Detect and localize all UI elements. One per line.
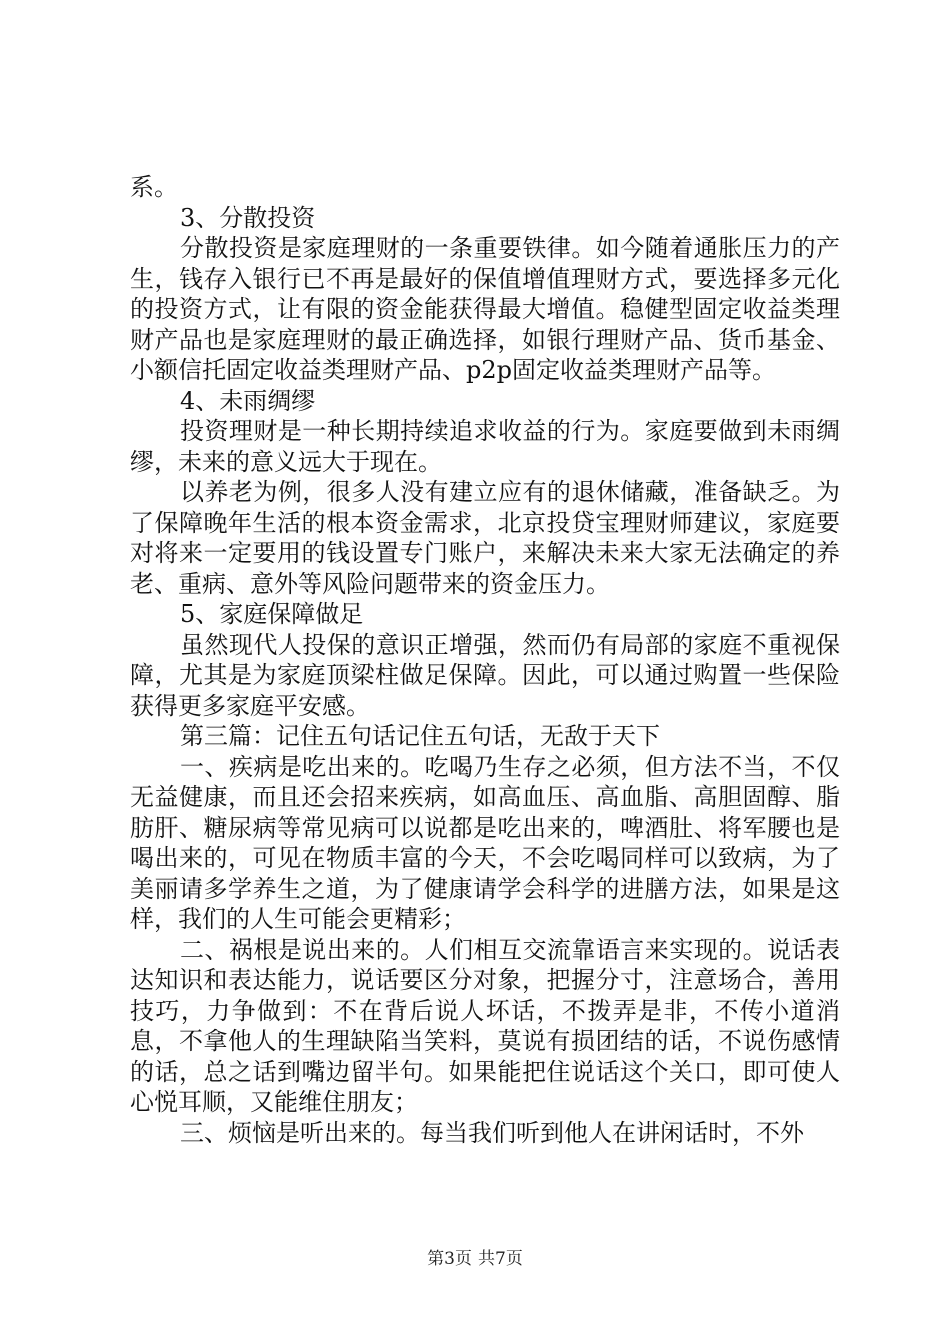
paragraph: 虽然现代人投保的意识正增强，然而仍有局部的家庭不重视保障，尤其是为家庭顶梁柱做足保障。因此，可以通过购置一些保险获得更多家庭平安感。 bbox=[130, 630, 840, 720]
section-heading: 5、家庭保障做足 bbox=[180, 600, 364, 628]
document-body bbox=[130, 172, 840, 1148]
paragraph: 三、烦恼是听出来的。每当我们听到他人在讲闲话时，不外 bbox=[180, 1118, 804, 1147]
paragraph: 一、疾病是吃出来的。吃喝乃生存之必须，但方法不当，不仅无益健康，而且还会招来疾病，如高血压、高血脂、高胆固醇、脂肪肝、糖尿病等常见病可以说都是吃出来的，啤酒肚、将军腰也是喝出来的，可见在物质丰富的今天，不会吃喝同样可以致病，为了美丽请多学养生之道，为了健康请学会科学的进膳方法，如果是这样，我们的人生可能会更精彩； bbox=[130, 752, 840, 933]
paragraph: 二、祸根是说出来的。人们相互交流靠语言来实现的。说话表达知识和表达能力，说话要区分对象，把握分寸，注意场合，善用技巧，力争做到：不在背后说人坏话，不拨弄是非，不传小道消息，不拿他人的生理缺陷当笑料，莫说有损团结的话，不说伤感情的话，总之话到嘴边留半句。如果能把住说话这个关口，即可使人心悦耳顺，又能维住朋友； bbox=[130, 935, 840, 1116]
paragraph: 分散投资是家庭理财的一条重要铁律。如今随着通胀压力的产生，钱存入银行已不再是最好的保值增值理财方式，要选择多元化的投资方式，让有限的资金能获得最大增值。稳健型固定收益类理财产品也是家庭理财的最正确选择，如银行理财产品、货币基金、小额信托固定收益类理财产品、p2p固定收益类理财产品等。 bbox=[130, 234, 840, 384]
paragraph: 系。 bbox=[130, 173, 178, 201]
page-total: 共7页 bbox=[478, 1249, 523, 1269]
paragraph: 以养老为例，很多人没有建立应有的退休储藏，准备缺乏。为了保障晚年生活的根本资金需求，北京投贷宝理财师建议，家庭要对将来一定要用的钱设置专门账户，来解决未来大家无法确定的养老、重病、意外等风险问题带来的资金压力。 bbox=[130, 478, 840, 598]
paragraph: 投资理财是一种长期持续追求收益的行为。家庭要做到未雨绸缪，未来的意义远大于现在。 bbox=[130, 417, 840, 476]
chapter-heading: 第三篇：记住五句话记住五句话，无敌于天下 bbox=[180, 722, 660, 750]
page-footer bbox=[0, 1244, 950, 1269]
page-number: 第3页 bbox=[427, 1249, 472, 1269]
section-heading: 4、未雨绸缪 bbox=[180, 386, 316, 415]
section-heading: 3、分散投资 bbox=[180, 203, 316, 232]
